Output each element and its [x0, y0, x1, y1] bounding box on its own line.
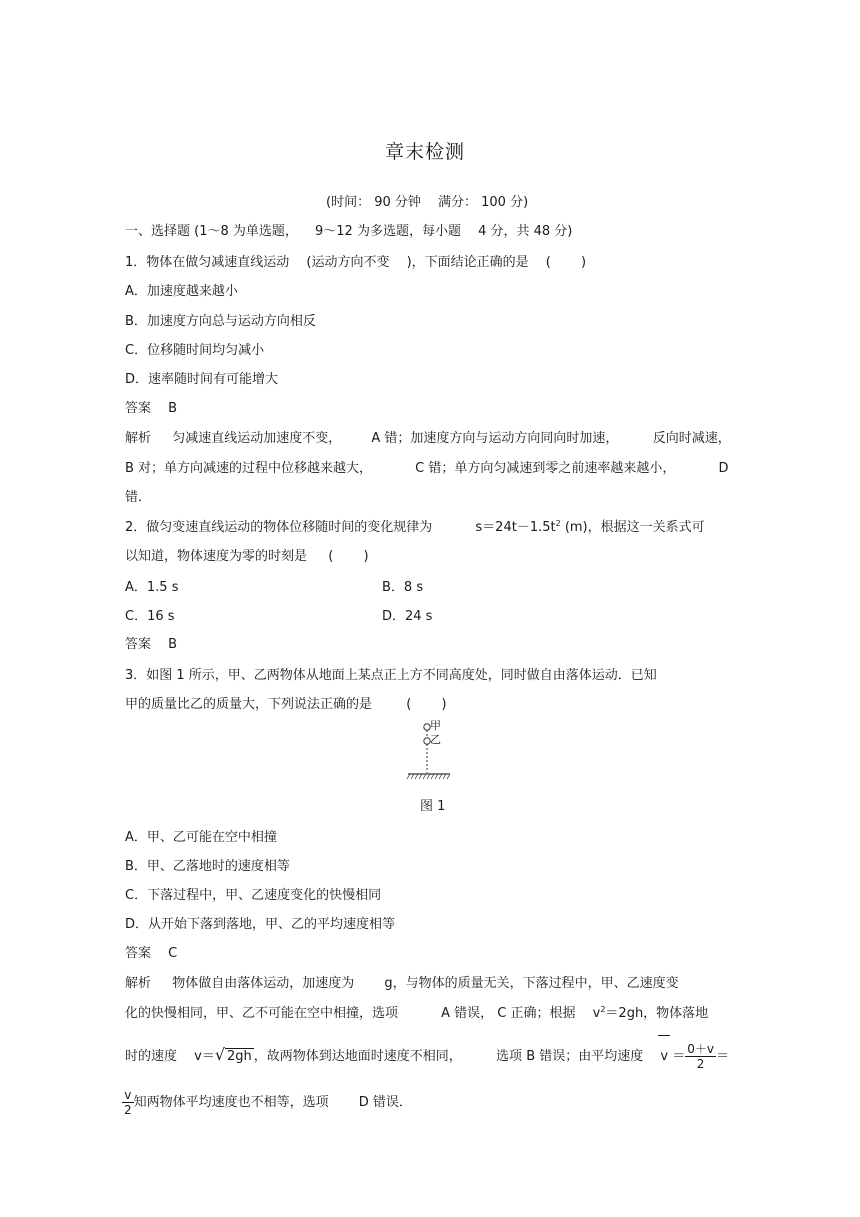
q3-answer: 答案 C [125, 946, 178, 961]
q2-option-d: D．24 s [382, 609, 433, 624]
q2-answer: 答案 B [125, 637, 178, 652]
q3-analysis-line4 [122, 1088, 412, 1118]
q2-stem-part1: 2．做匀变速直线运动的物体位移随时间的变化规律为 s＝24t－1.5t [125, 520, 556, 535]
q3-stem-line1: 3．如图 1 所示，甲、乙两物体从地面上某点正上方不同高度处，同时做自由落体运动．已知 [125, 668, 657, 683]
q1-analysis-line3: 错． [125, 490, 152, 505]
q1-stem: 1．物体在做匀减速直线运动 (运动方向不变 )，下面结论正确的是 ( ) [125, 255, 587, 270]
page-title: 章末检测 [385, 141, 466, 163]
trailing-equals-sign: ＝ [715, 1049, 729, 1064]
sqrt-content: 2gh [227, 1049, 252, 1064]
q1-option-d: D．速率随时间有可能增大 [125, 372, 279, 387]
q2-stem-line1 [125, 519, 705, 537]
q3-option-c: C．下落过程中，甲、乙速度变化的快慢相同 [125, 888, 382, 903]
q1-option-b: B．加速度方向总与运动方向相反 [125, 314, 316, 329]
fraction-average-velocity [685, 1042, 716, 1071]
fraction-numerator: 0＋v [687, 1042, 714, 1056]
q2-stem-part2: (m)，根据这一关系式可 [560, 520, 705, 535]
exam-info: (时间： 90 分钟 满分： 100 分) [326, 195, 529, 210]
fraction-v-over-2 [122, 1088, 134, 1117]
figure-caption: 图 1 [420, 799, 446, 814]
q3-stem-line2: 甲的质量比乙的质量大，下列说法正确的是 ( ) [125, 697, 447, 712]
fraction-v-numerator: v [122, 1088, 134, 1103]
q3-option-d: D．从开始下落到落地，甲、乙的平均速度相等 [125, 917, 396, 932]
q3-exponent: 2 [600, 1005, 606, 1014]
fraction-v-denominator: 2 [124, 1103, 132, 1117]
q1-answer: 答案 B [125, 401, 178, 416]
q1-analysis-line2: B 对；单方向减速的过程中位移越来越大， C 错；单方向匀减速到零之前速率越来越小， D [125, 461, 729, 476]
q3-analysis-line3-part1: 时的速度 v＝ [125, 1049, 215, 1064]
q2-exponent: 2 [555, 519, 561, 528]
q3-analysis-line1: 解析 物体做自由落体运动，加速度为 g，与物体的质量无关，下落过程中，甲、乙速度变 [125, 976, 679, 991]
sqrt-symbol: √ [214, 1045, 226, 1064]
q3-option-b: B．甲、乙落地时的速度相等 [125, 859, 290, 874]
q3-analysis-line4-text: 知两物体平均速度也不相等，选项 D 错误． [133, 1095, 412, 1110]
q3-analysis-line3-part2: ，故两物体到达地面时速度不相同， 选项 B 错误；由平均速度 [253, 1049, 661, 1064]
q3-analysis-line2-part2: ＝2gh，物体落地 [605, 1006, 709, 1021]
q1-option-c: C．位移随时间均匀减小 [125, 343, 265, 358]
q1-analysis-line1: 解析 匀减速直线运动加速度不变， A 错；加速度方向与运动方向同向时加速， 反向时减速， [125, 431, 731, 446]
average-velocity-symbol: v [660, 1042, 668, 1072]
equals-sign: ＝ [668, 1049, 686, 1064]
q2-option-c: C．16 s [125, 609, 175, 624]
figure-label-jia: 甲 [430, 719, 441, 732]
section-heading: 一、选择题 (1～8 为单选题， 9～12 为多选题，每小题 4 分，共 48 分) [125, 224, 573, 239]
q2-option-b: B．8 s [382, 580, 424, 595]
q1-option-a: A．加速度越来越小 [125, 284, 238, 299]
q2-option-a: A．1.5 s [125, 580, 179, 595]
q2-stem-line2: 以知道，物体速度为零的时刻是 ( ) [125, 549, 369, 564]
q3-analysis-line2-part1: 化的快慢相同，甲、乙不可能在空中相撞，选项 A 错误， C 正确；根据 v [125, 1006, 601, 1021]
q3-analysis-line3 [125, 1040, 729, 1072]
fraction-denominator: 2 [696, 1057, 705, 1071]
figure-label-yi: 乙 [430, 733, 441, 746]
q3-option-a: A．甲、乙可能在空中相撞 [125, 830, 277, 845]
q3-analysis-line2 [125, 1005, 708, 1023]
